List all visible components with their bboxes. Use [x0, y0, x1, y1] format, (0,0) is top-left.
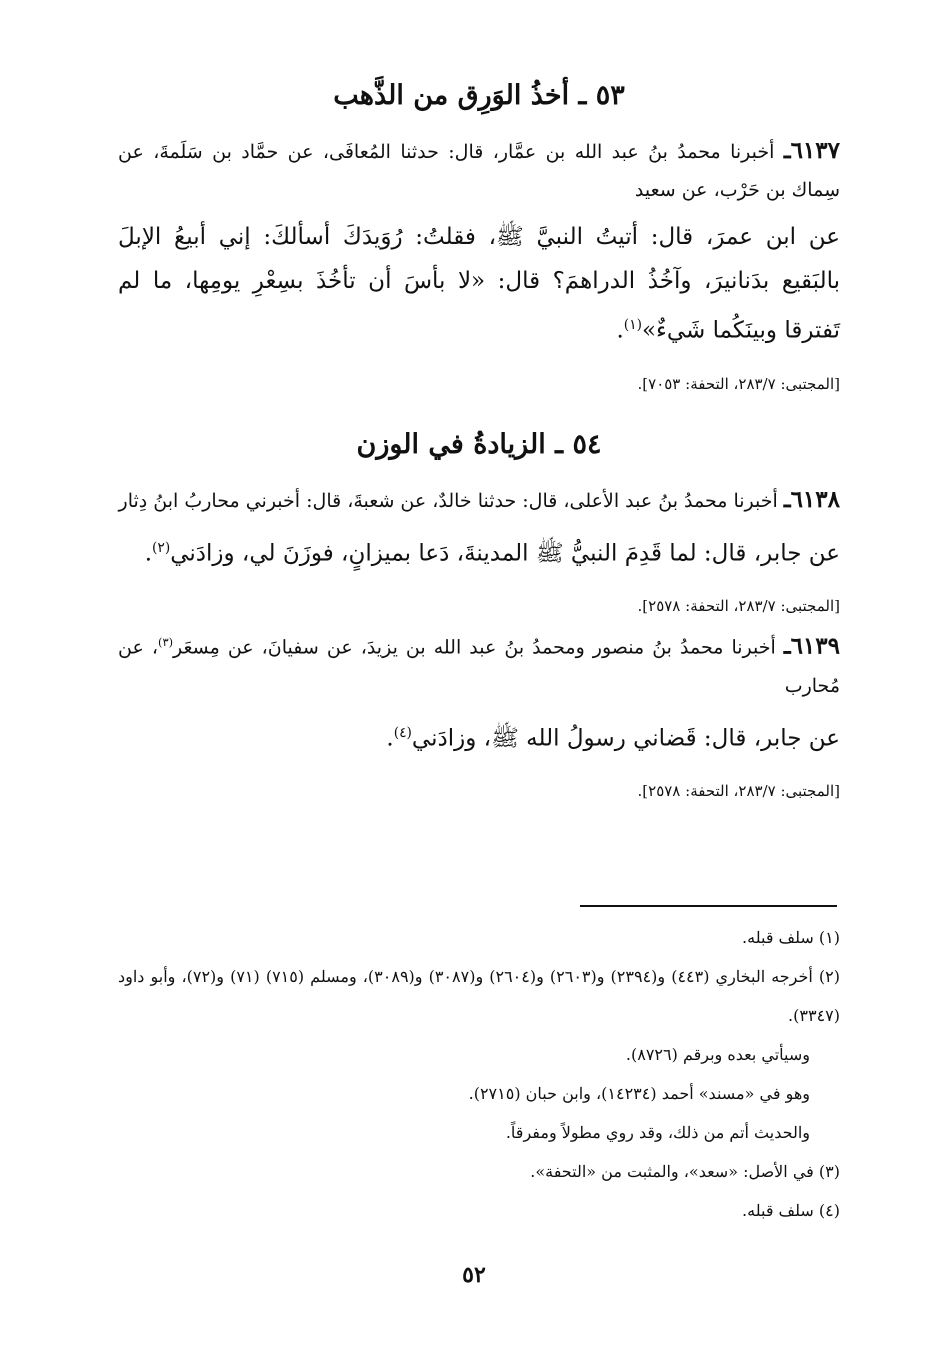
matn-text: عن جابر، قال: قَضاني رسولُ الله ﷺ، وزادَني	[411, 725, 840, 752]
hadith-6138-isnad	[118, 481, 840, 520]
footnote-ref[interactable]: (٣)	[157, 635, 174, 650]
hadith-6139	[118, 623, 840, 808]
footnote-4: (٤) سلف قبله.	[742, 1201, 840, 1220]
footnote-2-line-c: وهو في «مسند» أحمد (١٤٢٣٤)، وابن حبان (٢٧١٥).	[468, 1084, 810, 1103]
footnote-1: (١) سلف قبله.	[742, 928, 840, 947]
footnote-2-line-b: وسيأتي بعده وبرقم (٨٧٢٦).	[625, 1045, 810, 1064]
section-54	[118, 423, 840, 809]
footnote-ref[interactable]: (١)	[623, 317, 642, 333]
footnote-ref[interactable]: (٤)	[393, 724, 412, 741]
hadith-6137-isnad	[118, 132, 840, 209]
footnote-ref[interactable]: (٢)	[152, 539, 171, 556]
hadith-6138	[118, 481, 840, 624]
footnote-2: (٢) أخرجه البخاري (٤٤٣) و(٢٣٩٤) و(٢٦٠٣) و(٢٦٠٤) و(٣٠٨٧) و(٣٠٨٩)، ومسلم (٧١٥) (٧١) و(٧٢)، وأبو داود (٣٣٤٧).	[118, 967, 841, 1025]
source-reference: [المجتبى: ٢٨٣/٧، التحفة: ٢٥٧٨].	[637, 597, 840, 616]
matn-text: عن ابن عمرَ، قال: أتيتُ النبيَّ ﷺ، فقلتُ: رُوَيدَكَ أسألكَ: إني أبيعُ الإبلَ بالبَقيع بدَنانيرَ، وآخُذُ الدراهمَ؟ قال: «لا بأسَ أن تأخُذَ بسِعْرِ يومِها، ما لم تَفترقا وبينَكُما شَيءٌ»	[118, 224, 840, 344]
source-reference: [المجتبى: ٢٨٣/٧، التحفة: ٢٥٧٨].	[637, 782, 840, 801]
hadith-6137-matn: عن ابن عمرَ، قال: أتيتُ النبيَّ ﷺ، فقلتُ: رُوَيدَكَ أسألكَ: إني أبيعُ الإبلَ بالبَقيع بدَنانيرَ، وآخُذُ الدراهمَ؟ قال: «لا بأسَ أن تأخُذَ بسِعْرِ يومِها، ما لم تَفترقا وبينَكُما شَيءٌ»$^{(١)}$.	[118, 224, 840, 344]
footnotes	[118, 918, 840, 1230]
isnad-text: أخبرنا محمدُ بنُ منصور ومحمدُ بنُ عبد الله بن يزيدَ، عن سفيانَ، عن مِسعَر	[173, 636, 776, 659]
matn-text: عن جابر، قال: لما قَدِمَ النبيُّ ﷺ المدينةَ، دَعا بميزانٍ، فوزَنَ لي، وزادَني	[170, 540, 840, 567]
hadith-6139-isnad	[118, 623, 840, 704]
footnote-2-line-d: والحديث أتم من ذلك، وقد روي مطولاً ومفرقاً.	[505, 1123, 810, 1142]
isnad-text: أخبرنا محمدُ بنُ عبد الله بن عمَّار، قال: حدثنا المُعافَى، عن حمَّاد بن سَلَمةَ، عن سِماك بن حَرْب، عن سعيد	[118, 141, 840, 201]
section-title-53: ٥٣ ـ أخذُ الوَرِق من الذَّهب	[333, 80, 625, 111]
hadith-6139-matn: عن جابر، قال: قَضاني رسولُ الله ﷺ، وزادَني$^{(٤)}$.	[386, 724, 840, 752]
section-53	[118, 74, 840, 401]
hadith-number: ٦١٣٨ـ	[783, 485, 840, 513]
hadith-number: ٦١٣٩ـ	[783, 632, 840, 660]
isnad-text: أخبرنا محمدُ بنُ عبد الأعلى، قال: حدثنا خالدٌ، عن شعبةَ، قال: أخبرني محاربُ ابنُ دِثار	[118, 489, 778, 512]
source-reference: [المجتبى: ٢٨٣/٧، التحفة: ٧٠٥٣].	[637, 374, 840, 393]
footnote-divider	[580, 905, 837, 907]
isnad-text-cont: ، عن مُحارب	[118, 636, 840, 697]
footnote-3: (٣) في الأصل: «سعد»، والمثبت من «التحفة».	[530, 1162, 840, 1181]
section-title-54: ٥٤ ـ الزيادةُ في الوزن	[356, 428, 602, 460]
page-body	[118, 62, 840, 818]
hadith-number: ٦١٣٧ـ	[783, 137, 840, 164]
page-number: ٥٢	[462, 1262, 486, 1288]
hadith-6138-matn: عن جابر، قال: لما قَدِمَ النبيُّ ﷺ المدينةَ، دَعا بميزانٍ، فوزَنَ لي، وزادَني$^{(٢)}$.	[144, 539, 840, 567]
